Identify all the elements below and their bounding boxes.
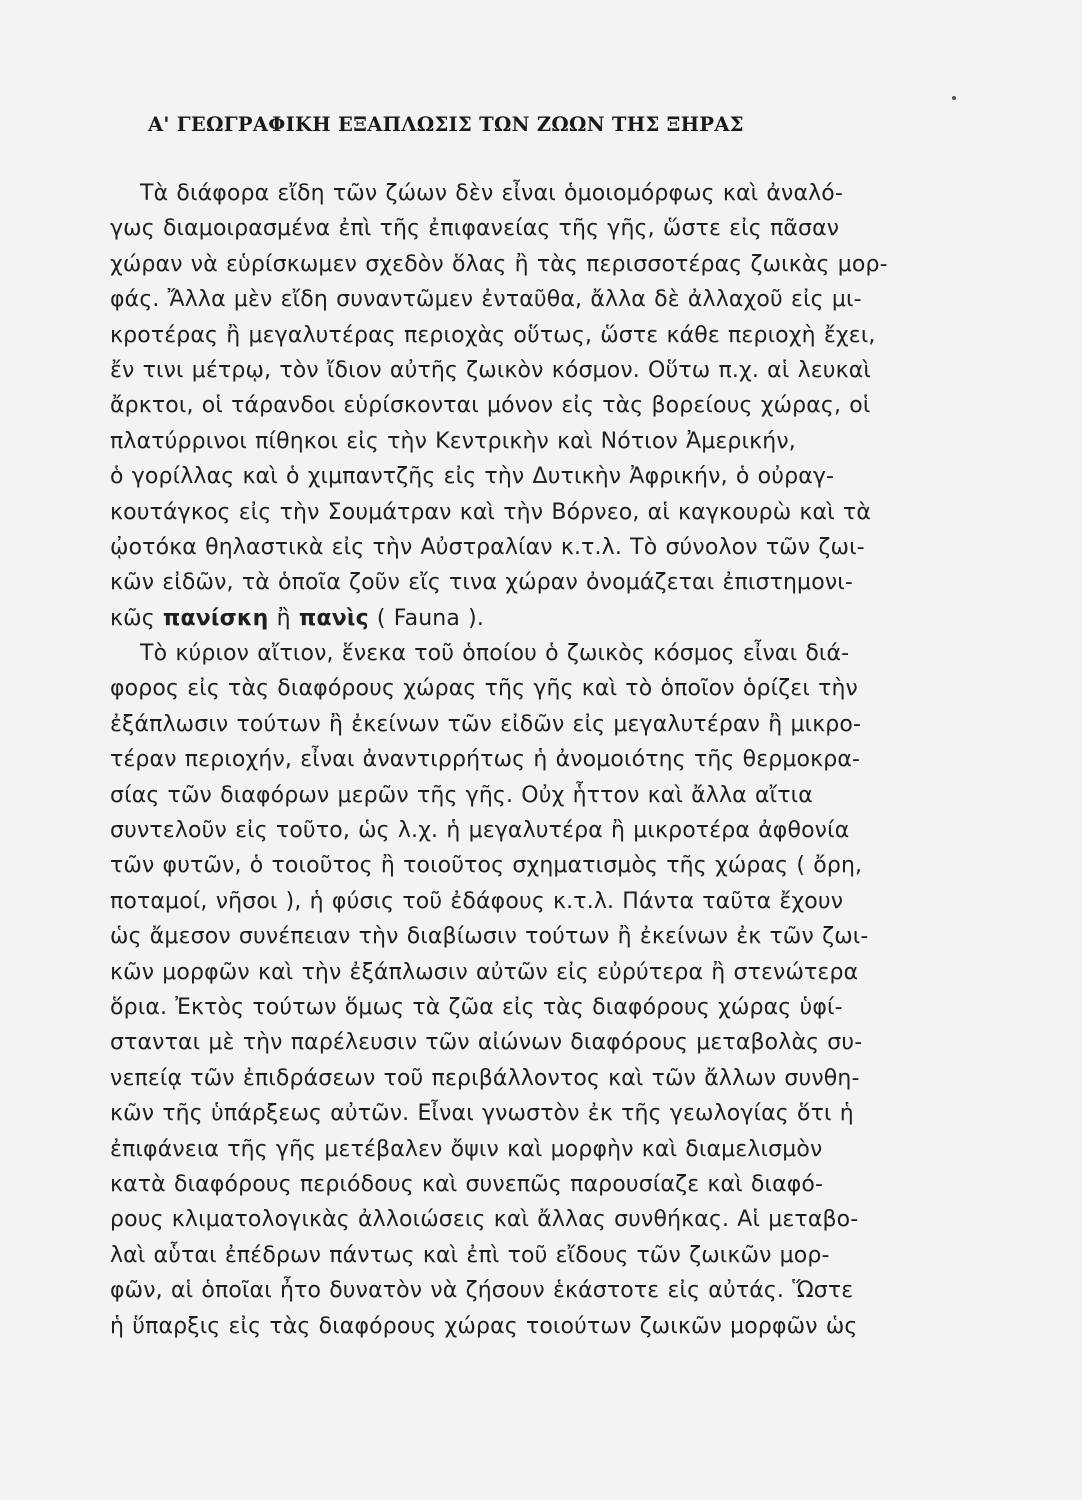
text-line: ἐπιφάνεια τῆς γῆς μετέβαλεν ὄψιν καὶ μορφὴν καὶ διαμελισμὸν	[110, 1136, 823, 1162]
text-line: κουτάγκος εἰς τὴν Σουμάτραν καὶ τὴν Βόρνεο, αἱ καγκουρὼ καὶ τὰ	[110, 499, 871, 525]
text-line: φορος εἰς τὰς διαφόρους χώρας τῆς γῆς καὶ τὸ ὁποῖον ὁρίζει τὴν	[110, 676, 858, 702]
text-line: ὁ γορίλλας καὶ ὁ χιμπαντζῆς εἰς τὴν Δυτικὴν Ἀφρικήν, ὁ οὐραγ-	[110, 464, 835, 490]
text-line: ρους κλιματολογικὰς ἀλλοιώσεις καὶ ἄλλας συνθήκας. Αἱ μεταβο-	[110, 1207, 859, 1233]
text-line: ἡ ὕπαρξις εἰς τὰς διαφόρους χώρας τοιούτων ζωικῶν μορφῶν ὡς	[110, 1313, 858, 1339]
text-line: κῶν μορφῶν καὶ τὴν ἐξάπλωσιν αὐτῶν εἰς εὐρύτερα ἢ στενώτερα	[110, 959, 859, 985]
body-text	[110, 176, 970, 1344]
text-line: νεπείᾳ τῶν ἐπιδράσεων τοῦ περιβάλλοντος καὶ τῶν ἄλλων συνθη-	[110, 1065, 860, 1091]
text-line: συντελοῦν εἰς τοῦτο, ὡς λ.χ. ἡ μεγαλυτέρα ἢ μικροτέρα ἀφθονία	[110, 818, 850, 844]
ink-speck	[952, 96, 956, 100]
text-line: φῶν, αἱ ὁποῖαι ἦτο δυνατὸν νὰ ζήσουν ἑκάστοτε εἰς αὐτάς. Ὥστε	[110, 1278, 854, 1304]
term-joiner: ἢ	[276, 605, 291, 631]
text-line: ὅρια. Ἐκτὸς τούτων ὅμως τὰ ζῶα εἰς τὰς διαφόρους χώρας ὑφί-	[110, 994, 843, 1020]
text-line: τέραν περιοχήν, εἶναι ἀναντιρρήτως ἡ ἀνομοιότης τῆς θερμοκρα-	[110, 747, 861, 773]
section-heading: Α' ΓΕΩΓΡΑΦΙΚΗ ΕΞΑΠΛΩΣΙΣ ΤΩΝ ΖΩΩΝ ΤΗΣ ΞΗΡΑΣ	[148, 113, 744, 136]
fauna-note: ( Fauna ).	[376, 605, 485, 631]
text-line: ᾠοτόκα θηλαστικὰ εἰς τὴν Αὐστραλίαν κ.τ.λ. Τὸ σύνολον τῶν ζωι-	[110, 534, 865, 560]
text-line: φάς. Ἄλλα μὲν εἴδη συναντῶμεν ἐνταῦθα, ἄλλα δὲ ἀλλαχοῦ εἰς μι-	[110, 287, 862, 313]
text-line: κῶν τῆς ὑπάρξεως αὐτῶν. Εἶναι γνωστὸν ἐκ τῆς γεωλογίας ὅτι ἡ	[110, 1101, 854, 1127]
text-line: ποταμοί, νῆσοι ), ἡ φύσις τοῦ ἐδάφους κ.τ.λ. Πάντα ταῦτα ἔχουν	[110, 888, 844, 914]
text-line: κατὰ διαφόρους περιόδους καὶ συνεπῶς παρουσίαζε καὶ διαφό-	[110, 1171, 824, 1197]
text-line: πλατύρρινοι πίθηκοι εἰς τὴν Κεντρικὴν καὶ Νότιον Ἀμερικήν,	[110, 428, 796, 454]
term-panis: πανὶς	[298, 605, 369, 631]
text-line: Τὰ διάφορα εἴδη τῶν ζώων δὲν εἶναι ὁμοιομόρφως καὶ ἀναλό-	[140, 181, 843, 206]
text-line: ἄρκτοι, οἱ τάρανδοι εὑρίσκονται μόνον εἰς τὰς βορείους χώρας, οἱ	[110, 393, 871, 419]
line-prefix: κῶς	[110, 605, 155, 631]
text-line: γως διαμοιρασμένα ἐπὶ τῆς ἐπιφανείας τῆς γῆς, ὥστε εἰς πᾶσαν	[110, 216, 840, 242]
text-line: Τὸ κύριον αἴτιον, ἕνεκα τοῦ ὁποίου ὁ ζωικὸς κόσμος εἶναι διά-	[140, 641, 850, 667]
text-line: ὡς ἄμεσον συνέπειαν τὴν διαβίωσιν τούτων ἢ ἐκείνων ἐκ τῶν ζωι-	[110, 924, 869, 950]
text-line: στανται μὲ τὴν παρέλευσιν τῶν αἰώνων διαφόρους μεταβολὰς συ-	[110, 1030, 863, 1056]
text-line: λαὶ αὗται ἐπέδρων πάντως καὶ ἐπὶ τοῦ εἴδους τῶν ζωικῶν μορ-	[110, 1242, 830, 1268]
text-line: τῶν φυτῶν, ὁ τοιοῦτος ἢ τοιοῦτος σχηματισμὸς τῆς χώρας ( ὄρη,	[110, 853, 863, 879]
text-line: σίας τῶν διαφόρων μερῶν τῆς γῆς. Οὐχ ἧττον καὶ ἄλλα αἴτια	[110, 782, 813, 808]
text-line-with-terms	[110, 601, 970, 636]
text-line: κροτέρας ἢ μεγαλυτέρας περιοχὰς οὕτως, ὥστε κάθε περιοχὴ ἔχει,	[110, 322, 876, 348]
term-paniske: πανίσκη	[162, 605, 269, 631]
text-line: ἔν τινι μέτρῳ, τὸν ἴδιον αὐτῆς ζωικὸν κόσμον. Οὕτω π.χ. αἱ λευκαὶ	[110, 357, 872, 383]
text-line: κῶν εἰδῶν, τὰ ὁποῖα ζοῦν εἴς τινα χώραν ὀνομάζεται ἐπιστημονι-	[110, 570, 853, 596]
text-line: ἐξάπλωσιν τούτων ἢ ἐκείνων τῶν εἰδῶν εἰς μεγαλυτέραν ἢ μικρο-	[110, 711, 862, 737]
text-line: χώραν νὰ εὑρίσκωμεν σχεδὸν ὅλας ἢ τὰς περισσοτέρας ζωικὰς μορ-	[110, 251, 888, 277]
